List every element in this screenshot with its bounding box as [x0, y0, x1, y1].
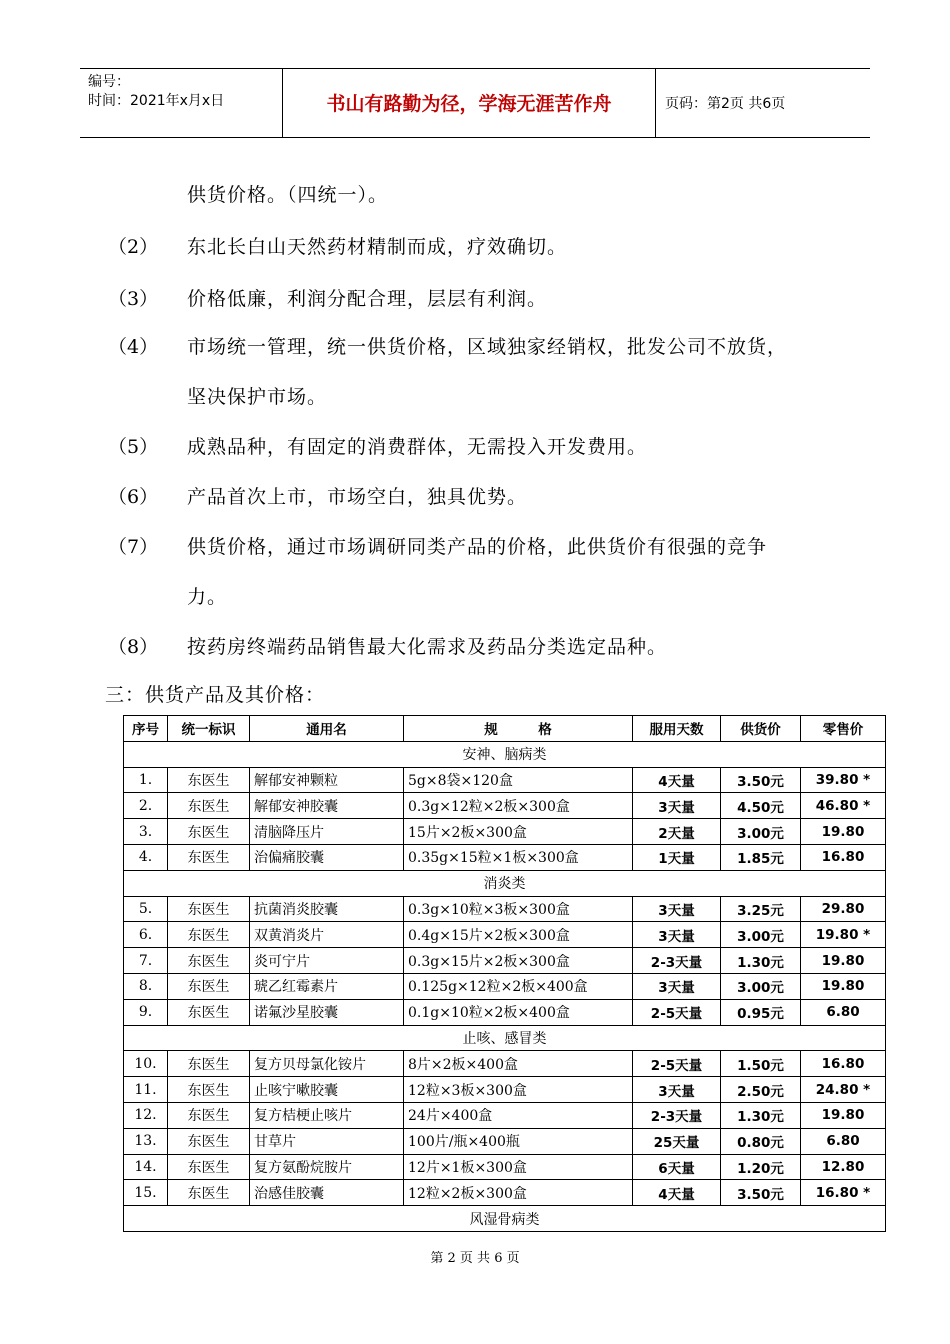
- table-cell: 1.30元: [721, 948, 801, 974]
- table-cell: 0.3g×12粒×2板×300盒: [404, 793, 633, 819]
- table-cell: 复方桔梗止咳片: [250, 1102, 404, 1128]
- table-cell: 东医生: [168, 999, 250, 1025]
- table-cell: 8片×2板×400盒: [404, 1051, 633, 1077]
- price-table: [123, 715, 886, 1232]
- table-cell: 东医生: [168, 1051, 250, 1077]
- item-number: （3）: [108, 288, 159, 310]
- table-cell: 2-5天量: [633, 1051, 721, 1077]
- table-cell: 东医生: [168, 1102, 250, 1128]
- table-cell: 2-3天量: [633, 948, 721, 974]
- table-cell: 12粒×2板×300盒: [404, 1180, 633, 1206]
- table-cell: 9.: [124, 999, 168, 1025]
- table-row: [124, 1102, 886, 1128]
- category-row: [124, 741, 886, 767]
- header-divider: [655, 69, 656, 137]
- table-cell: 解郁安神胶囊: [250, 793, 404, 819]
- table-cell: 16.80: [801, 1051, 886, 1077]
- table-cell: 16.80 *: [801, 1180, 886, 1206]
- page-label: 页码：第2页 共6页: [665, 96, 786, 112]
- col-header: 统一标识: [168, 716, 250, 742]
- table-cell: 1.50元: [721, 1051, 801, 1077]
- table-row: [124, 1128, 886, 1154]
- table-cell: 2.50元: [721, 1077, 801, 1103]
- table-row: [124, 844, 886, 870]
- table-cell: 3天量: [633, 922, 721, 948]
- table-cell: 0.80元: [721, 1128, 801, 1154]
- table-cell: 东医生: [168, 1180, 250, 1206]
- table-cell: 东医生: [168, 844, 250, 870]
- table-cell: 双黄消炎片: [250, 922, 404, 948]
- table-cell: 14.: [124, 1154, 168, 1180]
- table-cell: 15片×2板×300盒: [404, 819, 633, 845]
- table-cell: 2-3天量: [633, 1102, 721, 1128]
- table-row: [124, 1180, 886, 1206]
- table-cell: 2-5天量: [633, 999, 721, 1025]
- category-row: [124, 870, 886, 896]
- table-cell: 东医生: [168, 1154, 250, 1180]
- table-cell: 4.50元: [721, 793, 801, 819]
- table-cell: 东医生: [168, 819, 250, 845]
- table-cell: 3天量: [633, 973, 721, 999]
- table-cell: 5.: [124, 896, 168, 922]
- col-header: 供货价: [721, 716, 801, 742]
- table-cell: 3.: [124, 819, 168, 845]
- table-cell: 治感佳胶囊: [250, 1180, 404, 1206]
- table-cell: 解郁安神颗粒: [250, 767, 404, 793]
- col-header: 规 格: [404, 716, 633, 742]
- col-header: 零售价: [801, 716, 886, 742]
- table-cell: 6天量: [633, 1154, 721, 1180]
- table-cell: 东医生: [168, 1077, 250, 1103]
- table-cell: 诺氟沙星胶囊: [250, 999, 404, 1025]
- table-cell: 复方贝母氯化铵片: [250, 1051, 404, 1077]
- table-cell: 东医生: [168, 973, 250, 999]
- table-cell: 3天量: [633, 1077, 721, 1103]
- table-cell: 1.: [124, 767, 168, 793]
- category-label: 消炎类: [124, 870, 886, 896]
- table-cell: 6.: [124, 922, 168, 948]
- table-row: [124, 819, 886, 845]
- category-label: 风湿骨病类: [124, 1206, 886, 1232]
- table-cell: 0.4g×15片×2板×300盒: [404, 922, 633, 948]
- table-row: [124, 1051, 886, 1077]
- table-cell: 1.85元: [721, 844, 801, 870]
- table-cell: 39.80 *: [801, 767, 886, 793]
- table-row: [124, 922, 886, 948]
- table-cell: 12.: [124, 1102, 168, 1128]
- paragraph-text: 供货价格。（四统一）。: [187, 184, 389, 206]
- table-cell: 0.35g×15粒×1板×300盒: [404, 844, 633, 870]
- table-cell: 炎可宁片: [250, 948, 404, 974]
- table-cell: 抗菌消炎胶囊: [250, 896, 404, 922]
- time-label: 时间：2021年x月x日: [88, 93, 225, 109]
- table-row: [124, 767, 886, 793]
- col-header: 服用天数: [633, 716, 721, 742]
- header-meta: [88, 73, 224, 111]
- item-number: （5）: [108, 436, 159, 458]
- table-cell: 2.: [124, 793, 168, 819]
- table-cell: 东医生: [168, 767, 250, 793]
- table-cell: 25天量: [633, 1128, 721, 1154]
- table-cell: 6.80: [801, 1128, 886, 1154]
- section-heading: 三：供货产品及其价格：: [105, 684, 326, 706]
- table-cell: 4天量: [633, 767, 721, 793]
- page-header: [80, 68, 870, 138]
- category-label: 安神、脑病类: [124, 741, 886, 767]
- table-cell: 甘草片: [250, 1128, 404, 1154]
- table-cell: 15.: [124, 1180, 168, 1206]
- paragraph-text: 成熟品种，有固定的消费群体，无需投入开发费用。: [187, 436, 648, 458]
- table-cell: 12片×1板×300盒: [404, 1154, 633, 1180]
- paragraph-text: 按药房终端药品销售最大化需求及药品分类选定品种。: [187, 636, 668, 658]
- table-cell: 24.80 *: [801, 1077, 886, 1103]
- table-cell: 东医生: [168, 1128, 250, 1154]
- table-cell: 2天量: [633, 819, 721, 845]
- table-cell: 东医生: [168, 922, 250, 948]
- table-cell: 1.30元: [721, 1102, 801, 1128]
- paragraph-text: 力。: [187, 586, 228, 608]
- table-cell: 3.00元: [721, 922, 801, 948]
- table-cell: 11.: [124, 1077, 168, 1103]
- paragraph-text: 东北长白山天然药材精制而成，疗效确切。: [187, 236, 568, 258]
- table-row: [124, 948, 886, 974]
- paragraph-text: 供货价格，通过市场调研同类产品的价格，此供货价有很强的竞争: [187, 536, 768, 558]
- table-row: [124, 999, 886, 1025]
- table-cell: 治偏痛胶囊: [250, 844, 404, 870]
- number-label: 编号：: [88, 74, 130, 90]
- paragraph-text: 市场统一管理，统一供货价格，区域独家经销权，批发公司不放货，: [187, 336, 788, 358]
- page-footer: 第 2 页 共 6 页: [430, 1251, 520, 1266]
- table-cell: 3.50元: [721, 767, 801, 793]
- table-cell: 19.80: [801, 819, 886, 845]
- category-label: 止咳、感冒类: [124, 1025, 886, 1051]
- table-cell: 3.50元: [721, 1180, 801, 1206]
- table-cell: 0.3g×10粒×3板×300盒: [404, 896, 633, 922]
- table-header-row: [124, 716, 886, 742]
- table-row: [124, 896, 886, 922]
- table-cell: 6.80: [801, 999, 886, 1025]
- table-cell: 13.: [124, 1128, 168, 1154]
- table-cell: 0.3g×15片×2板×300盒: [404, 948, 633, 974]
- table-cell: 止咳宁嗽胶囊: [250, 1077, 404, 1103]
- table-cell: 3.00元: [721, 973, 801, 999]
- header-motto: 书山有路勤为径，学海无涯苦作舟: [326, 93, 612, 115]
- table-cell: 24片×400盒: [404, 1102, 633, 1128]
- item-number: （4）: [108, 336, 159, 358]
- item-number: （6）: [108, 486, 159, 508]
- table-cell: 19.80: [801, 948, 886, 974]
- table-cell: 12粒×3板×300盒: [404, 1077, 633, 1103]
- item-number: （2）: [108, 236, 159, 258]
- table-cell: 16.80: [801, 844, 886, 870]
- table-cell: 东医生: [168, 948, 250, 974]
- table-cell: 100片/瓶×400瓶: [404, 1128, 633, 1154]
- table-cell: 19.80: [801, 973, 886, 999]
- table-row: [124, 973, 886, 999]
- paragraph-text: 产品首次上市，市场空白，独具优势。: [187, 486, 528, 508]
- table-cell: 29.80: [801, 896, 886, 922]
- col-header: 序号: [124, 716, 168, 742]
- item-number: （7）: [108, 536, 159, 558]
- table-cell: 4天量: [633, 1180, 721, 1206]
- table-cell: 7.: [124, 948, 168, 974]
- paragraph-text: 坚决保护市场。: [187, 386, 328, 408]
- table-cell: 琥乙红霉素片: [250, 973, 404, 999]
- table-cell: 3天量: [633, 793, 721, 819]
- table-cell: 4.: [124, 844, 168, 870]
- paragraph-text: 价格低廉，利润分配合理，层层有利润。: [187, 288, 548, 310]
- table-cell: 19.80 *: [801, 922, 886, 948]
- table-cell: 3天量: [633, 896, 721, 922]
- table-cell: 东医生: [168, 793, 250, 819]
- table-row: [124, 793, 886, 819]
- col-header: 通用名: [250, 716, 404, 742]
- table-cell: 0.125g×12粒×2板×400盒: [404, 973, 633, 999]
- table-row: [124, 1154, 886, 1180]
- table-cell: 3.25元: [721, 896, 801, 922]
- table-cell: 3.00元: [721, 819, 801, 845]
- table-cell: 1天量: [633, 844, 721, 870]
- category-row: [124, 1025, 886, 1051]
- table-cell: 0.1g×10粒×2板×400盒: [404, 999, 633, 1025]
- table-cell: 0.95元: [721, 999, 801, 1025]
- category-row: [124, 1206, 886, 1232]
- table-cell: 8.: [124, 973, 168, 999]
- table-row: [124, 1077, 886, 1103]
- table-cell: 东医生: [168, 896, 250, 922]
- item-number: （8）: [108, 636, 159, 658]
- table-cell: 复方氨酚烷胺片: [250, 1154, 404, 1180]
- table-cell: 5g×8袋×120盒: [404, 767, 633, 793]
- table-cell: 1.20元: [721, 1154, 801, 1180]
- table-cell: 10.: [124, 1051, 168, 1077]
- table-cell: 19.80: [801, 1102, 886, 1128]
- table-cell: 清脑降压片: [250, 819, 404, 845]
- table-cell: 12.80: [801, 1154, 886, 1180]
- table-cell: 46.80 *: [801, 793, 886, 819]
